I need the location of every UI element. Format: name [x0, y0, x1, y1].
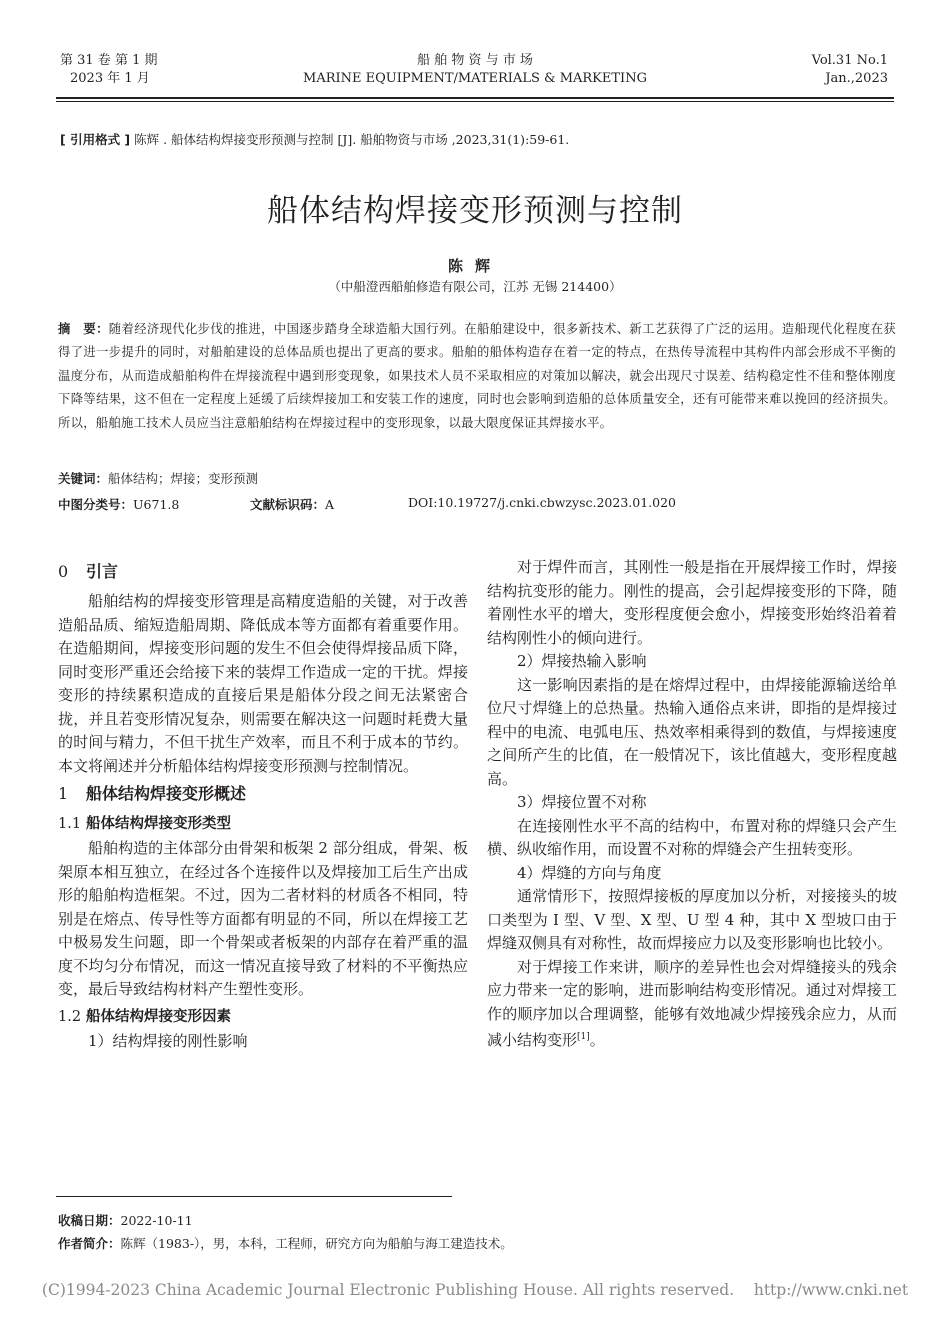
- author-bio-value: 陈辉（1983-），男，本科，工程师，研究方向为船舶与海工建造技术。: [120, 1236, 513, 1251]
- left-column: [58, 556, 468, 1053]
- section-0-heading: [58, 558, 468, 586]
- factor-4-paragraph: 通常情形下，按照焊接板的厚度加以分析，对接接头的坡口类型为 I 型、V 型、X 型、U 型 4 种，其中 X 型坡口由于焊缝双侧具有对称性，故而焊接应力以及变形影响也比较小。: [487, 887, 897, 952]
- factor-2-heading: 2）焊接热输入影响: [517, 652, 647, 670]
- journal-name-cn: 船 舶 物 资 与 市 场: [417, 53, 533, 68]
- footnote-rule: [56, 1196, 452, 1197]
- welding-sequence-end: 。: [589, 1031, 605, 1049]
- keywords-text: 船体结构；焊接；变形预测: [108, 471, 259, 486]
- document-code: [250, 495, 334, 513]
- section-1-heading: [58, 780, 468, 808]
- keywords-label: 关键词：: [58, 471, 109, 486]
- factor-3-paragraph: 在连接刚性水平不高的结构中，布置对称的焊缝只会产生横、纵收缩作用，而设置不对称的焊缝会产生扭转变形。: [487, 816, 897, 858]
- author-bio: [58, 1234, 513, 1252]
- section-1-title: 船体结构焊接变形概述: [86, 784, 247, 803]
- abstract: [58, 318, 896, 435]
- issue-date: 2023 年 1 月: [70, 71, 150, 86]
- factor-1-heading: 1）结构焊接的刚性影响: [88, 1031, 248, 1050]
- issue-volume: 第 31 卷 第 1 期: [60, 53, 158, 68]
- section-1-number: 1: [58, 784, 69, 803]
- section-1-1-heading: [58, 812, 468, 836]
- section-1-1-number: 1.1: [58, 816, 82, 832]
- welding-sequence-text: 对于焊接工作来讲，顺序的差异性也会对焊缝接头的残余应力带来一定的影响，进而影响结构变形情况。通过对焊接工作的顺序加以合理调整，能够有效地减少焊接残余应力，从而减小结构变形: [487, 957, 897, 1049]
- factor-1-paragraph: 对于焊件而言，其刚性一般是指在开展焊接工作时，焊接结构抗变形的能力。刚性的提高，会引起焊接变形的下降，随着刚性水平的增大，变形程度便会愈小，焊接变形始终沿着着结构刚性小的倾向进行。: [487, 558, 897, 647]
- section-0-number: 0: [58, 562, 69, 581]
- keywords: [58, 469, 258, 487]
- factor-4-heading: 4）焊缝的方向与角度: [517, 863, 662, 882]
- issue-date-en: Jan.,2023: [825, 71, 888, 86]
- welding-sequence-paragraph: [487, 956, 897, 1053]
- header-rule-thin: [56, 101, 894, 102]
- doi: DOI:10.19727/j.cnki.cbwzysc.2023.01.020: [408, 495, 676, 510]
- received-label: 收稿日期：: [58, 1213, 121, 1228]
- section-0-title: 引言: [86, 562, 119, 581]
- section-1-1-paragraph: 船舶构造的主体部分由骨架和板架 2 部分组成，骨架、板架原本相互独立，在经过各个连接件以及焊接加工后生产出成形的船舶构造框架。不过，因为二者材料的材质各不相同，特别是在熔点、传导性等方面都有明显的不同，所以在焊接工艺中极易发生问题，即一个骨架或者板架的内部存在着严重的温度不均匀分布情况，而这一情况直接导致了材料的不平衡热应变，最后导致结构材料产生塑性变形。: [58, 839, 468, 998]
- received-value: 2022-10-11: [120, 1213, 193, 1228]
- doc-label: 文献标识码：: [250, 497, 326, 512]
- section-0-paragraph: 船舶结构的焊接变形管理是高精度造船的关键，对于改善造船品质、缩短造船周期、降低成本等方面都有着重要作用。在造船期间，焊接变形问题的发生不但会使得焊接品质下降，同时变形严重还会给接下来的装焊工作造成一定的干扰。焊接变形的持续累积造成的直接后果是船体分段之间无法紧密合拢，并且若变形情况复杂，则需要在解决这一问题时耗费大量的时间与精力，不但干扰生产效率，而且不利于成本的节约。本文将阐述并分析船体结构焊接变形预测与控制情况。: [58, 592, 468, 775]
- section-1-2-title: 船体结构焊接变形因素: [86, 1008, 231, 1025]
- citation-text: 陈辉 . 船体结构焊接变形预测与控制 [J]. 船舶物资与市场 ,2023,31(1):59-61.: [130, 132, 570, 147]
- reference-marker: [1]: [577, 1032, 590, 1042]
- section-1-2-number: 1.2: [58, 1008, 82, 1025]
- section-1-2-heading: [58, 1005, 468, 1029]
- factor-3-heading: 3）焊接位置不对称: [517, 793, 647, 811]
- abstract-label: 摘 要：: [58, 322, 109, 336]
- clc-code: [58, 495, 179, 513]
- received-date: [58, 1211, 193, 1229]
- section-1-1-title: 船体结构焊接变形类型: [86, 816, 231, 832]
- factor-2-paragraph: 这一影响因素指的是在熔焊过程中，由焊接能源输送给单位尺寸焊缝上的总热量。热输入通俗点来讲，即指的是焊接过程中的电流、电弧电压、热效率相乘得到的数值，与焊接速度之间所产生的比值，在一般情况下，该比值越大，变形程度越高。: [487, 675, 897, 788]
- doc-value: A: [325, 497, 335, 512]
- clc-value: U671.8: [133, 497, 180, 512]
- abstract-text: 随着经济现代化步伐的推进，中国逐步踏身全球造船大国行列。在船舶建设中，很多新技术、新工艺获得了广泛的运用。造船现代化程度在获得了进一步提升的同时，对船舶建设的总体品质也提出了更高的要求。船舶的船体构造存在着一定的特点，在热传导流程中其构件内部会形成不平衡的温度分布，从而造成船舶构件在焊接流程中遇到形变现象，如果技术人员不采取相应的对策加以解决，就会出现尺寸误差、结构稳定性不佳和整体刚度下降等结果，这不但在一定程度上延缓了后续焊接加工和安装工作的速度，同时也会影响到造船的总体质量安全，还有可能带来难以挽回的经济损失。所以，船舶施工技术人员应当注意船舶结构在焊接过程中的变形现象，以最大限度保证其焊接水平。: [58, 322, 896, 430]
- citation: [60, 130, 569, 148]
- journal-issue-en: [812, 52, 888, 88]
- clc-label: 中图分类号：: [58, 497, 134, 512]
- paper-author: 陈辉: [447, 257, 502, 275]
- author-affiliation: （中船澄西船舶修造有限公司，江苏 无锡 214400）: [328, 279, 622, 294]
- right-column: [487, 556, 897, 1053]
- issue-volume-en: Vol.31 No.1: [811, 53, 888, 68]
- header-rule-thick: [56, 97, 894, 99]
- journal-name-en: MARINE EQUIPMENT/MATERIALS & MARKETING: [303, 71, 647, 86]
- author-bio-label: 作者简介：: [58, 1236, 121, 1251]
- citation-label: [ 引用格式 ]: [60, 132, 131, 147]
- paper-title: 船体结构焊接变形预测与控制: [267, 193, 683, 229]
- journal-name: [0, 52, 950, 88]
- copyright-notice: (C)1994-2023 China Academic Journal Electronic Publishing House. All rights reserved. http://www.cnki.net: [41, 1281, 909, 1299]
